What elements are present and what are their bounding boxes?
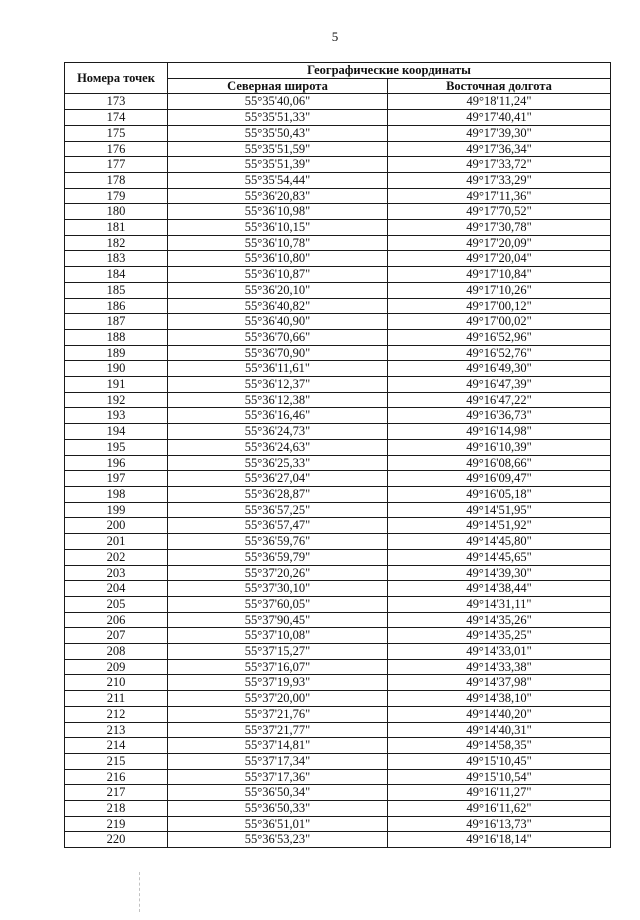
point-number-cell: 197 <box>65 471 168 487</box>
longitude-cell: 49°16'10,39" <box>388 439 611 455</box>
point-number-cell: 188 <box>65 329 168 345</box>
longitude-cell: 49°16'14,98" <box>388 424 611 440</box>
point-number-cell: 205 <box>65 596 168 612</box>
table-row <box>65 659 611 675</box>
header-geographic-coordinates: Географические координаты <box>168 63 611 79</box>
longitude-cell: 49°16'52,96" <box>388 329 611 345</box>
latitude-cell: 55°37'90,45" <box>168 612 388 628</box>
table-row <box>65 518 611 534</box>
point-number-cell: 212 <box>65 706 168 722</box>
longitude-cell: 49°14'33,38" <box>388 659 611 675</box>
coordinates-table <box>64 62 611 848</box>
latitude-cell: 55°37'60,05" <box>168 596 388 612</box>
point-number-cell: 213 <box>65 722 168 738</box>
table-row <box>65 439 611 455</box>
latitude-cell: 55°36'20,10" <box>168 282 388 298</box>
longitude-cell: 49°14'38,44" <box>388 581 611 597</box>
longitude-cell: 49°16'09,47" <box>388 471 611 487</box>
longitude-cell: 49°16'47,39" <box>388 377 611 393</box>
table-row <box>65 486 611 502</box>
latitude-cell: 55°36'27,04" <box>168 471 388 487</box>
table-row <box>65 706 611 722</box>
point-number-cell: 218 <box>65 801 168 817</box>
longitude-cell: 49°16'36,73" <box>388 408 611 424</box>
point-number-cell: 211 <box>65 691 168 707</box>
latitude-cell: 55°37'30,10" <box>168 581 388 597</box>
point-number-cell: 207 <box>65 628 168 644</box>
latitude-cell: 55°36'40,90" <box>168 314 388 330</box>
header-north-latitude: Северная широта <box>168 78 388 94</box>
longitude-cell: 49°14'35,26" <box>388 612 611 628</box>
latitude-cell: 55°35'40,06" <box>168 94 388 110</box>
latitude-cell: 55°37'21,76" <box>168 706 388 722</box>
point-number-cell: 173 <box>65 94 168 110</box>
longitude-cell: 49°17'36,34" <box>388 141 611 157</box>
latitude-cell: 55°37'16,07" <box>168 659 388 675</box>
table-row <box>65 801 611 817</box>
latitude-cell: 55°36'10,98" <box>168 204 388 220</box>
point-number-cell: 182 <box>65 235 168 251</box>
point-number-cell: 181 <box>65 220 168 236</box>
longitude-cell: 49°17'20,04" <box>388 251 611 267</box>
point-number-cell: 190 <box>65 361 168 377</box>
longitude-cell: 49°15'10,54" <box>388 769 611 785</box>
point-number-cell: 208 <box>65 644 168 660</box>
longitude-cell: 49°14'31,11" <box>388 596 611 612</box>
latitude-cell: 55°36'12,37" <box>168 377 388 393</box>
longitude-cell: 49°14'38,10" <box>388 691 611 707</box>
longitude-cell: 49°17'33,72" <box>388 157 611 173</box>
table-row <box>65 377 611 393</box>
longitude-cell: 49°16'11,62" <box>388 801 611 817</box>
table-row <box>65 282 611 298</box>
latitude-cell: 55°36'70,90" <box>168 345 388 361</box>
table-row <box>65 675 611 691</box>
latitude-cell: 55°36'53,23" <box>168 832 388 848</box>
latitude-cell: 55°36'16,46" <box>168 408 388 424</box>
point-number-cell: 217 <box>65 785 168 801</box>
longitude-cell: 49°16'13,73" <box>388 816 611 832</box>
point-number-cell: 189 <box>65 345 168 361</box>
longitude-cell: 49°16'49,30" <box>388 361 611 377</box>
latitude-cell: 55°36'59,76" <box>168 534 388 550</box>
table-row <box>65 738 611 754</box>
latitude-cell: 55°37'10,08" <box>168 628 388 644</box>
table-row <box>65 455 611 471</box>
longitude-cell: 49°14'40,31" <box>388 722 611 738</box>
table-row <box>65 691 611 707</box>
longitude-cell: 49°14'45,80" <box>388 534 611 550</box>
point-number-cell: 219 <box>65 816 168 832</box>
latitude-cell: 55°36'24,73" <box>168 424 388 440</box>
latitude-cell: 55°36'10,15" <box>168 220 388 236</box>
point-number-cell: 199 <box>65 502 168 518</box>
longitude-cell: 49°17'39,30" <box>388 125 611 141</box>
header-point-numbers: Номера точек <box>65 63 168 94</box>
longitude-cell: 49°17'40,41" <box>388 110 611 126</box>
point-number-cell: 194 <box>65 424 168 440</box>
page-number: 5 <box>331 29 339 44</box>
longitude-cell: 49°14'40,20" <box>388 706 611 722</box>
table-row <box>65 612 611 628</box>
table-row <box>65 596 611 612</box>
longitude-cell: 49°14'33,01" <box>388 644 611 660</box>
longitude-cell: 49°17'00,12" <box>388 298 611 314</box>
table-row <box>65 188 611 204</box>
point-number-cell: 186 <box>65 298 168 314</box>
latitude-cell: 55°36'57,47" <box>168 518 388 534</box>
latitude-cell: 55°36'59,79" <box>168 549 388 565</box>
point-number-cell: 210 <box>65 675 168 691</box>
point-number-cell: 184 <box>65 267 168 283</box>
latitude-cell: 55°37'14,81" <box>168 738 388 754</box>
longitude-cell: 49°16'08,66" <box>388 455 611 471</box>
point-number-cell: 206 <box>65 612 168 628</box>
longitude-cell: 49°16'52,76" <box>388 345 611 361</box>
longitude-cell: 49°17'11,36" <box>388 188 611 204</box>
latitude-cell: 55°37'19,93" <box>168 675 388 691</box>
longitude-cell: 49°14'45,65" <box>388 549 611 565</box>
longitude-cell: 49°14'35,25" <box>388 628 611 644</box>
latitude-cell: 55°37'20,00" <box>168 691 388 707</box>
table-row <box>65 424 611 440</box>
table-row <box>65 298 611 314</box>
table-row <box>65 408 611 424</box>
longitude-cell: 49°16'11,27" <box>388 785 611 801</box>
table-row <box>65 235 611 251</box>
point-number-cell: 216 <box>65 769 168 785</box>
table-row <box>65 549 611 565</box>
point-number-cell: 193 <box>65 408 168 424</box>
table-row <box>65 534 611 550</box>
table-row <box>65 392 611 408</box>
table-header <box>65 63 611 94</box>
point-number-cell: 209 <box>65 659 168 675</box>
longitude-cell: 49°14'39,30" <box>388 565 611 581</box>
point-number-cell: 220 <box>65 832 168 848</box>
table-row <box>65 361 611 377</box>
latitude-cell: 55°36'50,33" <box>168 801 388 817</box>
table-row <box>65 110 611 126</box>
longitude-cell: 49°14'58,35" <box>388 738 611 754</box>
table-row <box>65 722 611 738</box>
point-number-cell: 178 <box>65 172 168 188</box>
table-row <box>65 502 611 518</box>
point-number-cell: 183 <box>65 251 168 267</box>
point-number-cell: 198 <box>65 486 168 502</box>
table-row <box>65 644 611 660</box>
longitude-cell: 49°17'70,52" <box>388 204 611 220</box>
longitude-cell: 49°17'20,09" <box>388 235 611 251</box>
latitude-cell: 55°36'28,87" <box>168 486 388 502</box>
longitude-cell: 49°17'10,26" <box>388 282 611 298</box>
longitude-cell: 49°17'10,84" <box>388 267 611 283</box>
table-row <box>65 141 611 157</box>
table-row <box>65 832 611 848</box>
latitude-cell: 55°36'57,25" <box>168 502 388 518</box>
point-number-cell: 180 <box>65 204 168 220</box>
latitude-cell: 55°36'70,66" <box>168 329 388 345</box>
longitude-cell: 49°16'47,22" <box>388 392 611 408</box>
table-row <box>65 314 611 330</box>
latitude-cell: 55°35'51,39" <box>168 157 388 173</box>
point-number-cell: 192 <box>65 392 168 408</box>
latitude-cell: 55°37'20,26" <box>168 565 388 581</box>
latitude-cell: 55°37'21,77" <box>168 722 388 738</box>
table-row <box>65 157 611 173</box>
longitude-cell: 49°16'18,14" <box>388 832 611 848</box>
table-row <box>65 816 611 832</box>
point-number-cell: 177 <box>65 157 168 173</box>
latitude-cell: 55°35'50,43" <box>168 125 388 141</box>
table-row <box>65 581 611 597</box>
table-row <box>65 628 611 644</box>
latitude-cell: 55°36'40,82" <box>168 298 388 314</box>
table-row <box>65 785 611 801</box>
point-number-cell: 215 <box>65 753 168 769</box>
latitude-cell: 55°35'51,59" <box>168 141 388 157</box>
latitude-cell: 55°37'17,36" <box>168 769 388 785</box>
point-number-cell: 204 <box>65 581 168 597</box>
table-row <box>65 753 611 769</box>
latitude-cell: 55°36'50,34" <box>168 785 388 801</box>
latitude-cell: 55°36'20,83" <box>168 188 388 204</box>
table-body <box>65 94 611 848</box>
point-number-cell: 179 <box>65 188 168 204</box>
table-row <box>65 565 611 581</box>
scan-artifact <box>139 872 144 912</box>
latitude-cell: 55°36'24,63" <box>168 439 388 455</box>
latitude-cell: 55°36'10,78" <box>168 235 388 251</box>
latitude-cell: 55°36'10,87" <box>168 267 388 283</box>
table-row <box>65 251 611 267</box>
table-row <box>65 94 611 110</box>
table-row <box>65 125 611 141</box>
latitude-cell: 55°36'10,80" <box>168 251 388 267</box>
latitude-cell: 55°36'51,01" <box>168 816 388 832</box>
point-number-cell: 176 <box>65 141 168 157</box>
point-number-cell: 191 <box>65 377 168 393</box>
point-number-cell: 195 <box>65 439 168 455</box>
latitude-cell: 55°36'11,61" <box>168 361 388 377</box>
point-number-cell: 203 <box>65 565 168 581</box>
longitude-cell: 49°14'51,92" <box>388 518 611 534</box>
longitude-cell: 49°17'30,78" <box>388 220 611 236</box>
longitude-cell: 49°14'51,95" <box>388 502 611 518</box>
latitude-cell: 55°35'51,33" <box>168 110 388 126</box>
longitude-cell: 49°17'00,02" <box>388 314 611 330</box>
longitude-cell: 49°14'37,98" <box>388 675 611 691</box>
longitude-cell: 49°15'10,45" <box>388 753 611 769</box>
longitude-cell: 49°17'33,29" <box>388 172 611 188</box>
latitude-cell: 55°37'15,27" <box>168 644 388 660</box>
point-number-cell: 175 <box>65 125 168 141</box>
latitude-cell: 55°36'25,33" <box>168 455 388 471</box>
latitude-cell: 55°37'17,34" <box>168 753 388 769</box>
point-number-cell: 201 <box>65 534 168 550</box>
table-row <box>65 471 611 487</box>
point-number-cell: 214 <box>65 738 168 754</box>
table-row <box>65 220 611 236</box>
point-number-cell: 202 <box>65 549 168 565</box>
latitude-cell: 55°36'12,38" <box>168 392 388 408</box>
point-number-cell: 185 <box>65 282 168 298</box>
table-row <box>65 329 611 345</box>
table-row <box>65 345 611 361</box>
longitude-cell: 49°18'11,24" <box>388 94 611 110</box>
point-number-cell: 174 <box>65 110 168 126</box>
table-row <box>65 172 611 188</box>
point-number-cell: 196 <box>65 455 168 471</box>
table-row <box>65 267 611 283</box>
latitude-cell: 55°35'54,44" <box>168 172 388 188</box>
longitude-cell: 49°16'05,18" <box>388 486 611 502</box>
table-row <box>65 769 611 785</box>
point-number-cell: 187 <box>65 314 168 330</box>
header-east-longitude: Восточная долгота <box>388 78 611 94</box>
point-number-cell: 200 <box>65 518 168 534</box>
table-row <box>65 204 611 220</box>
